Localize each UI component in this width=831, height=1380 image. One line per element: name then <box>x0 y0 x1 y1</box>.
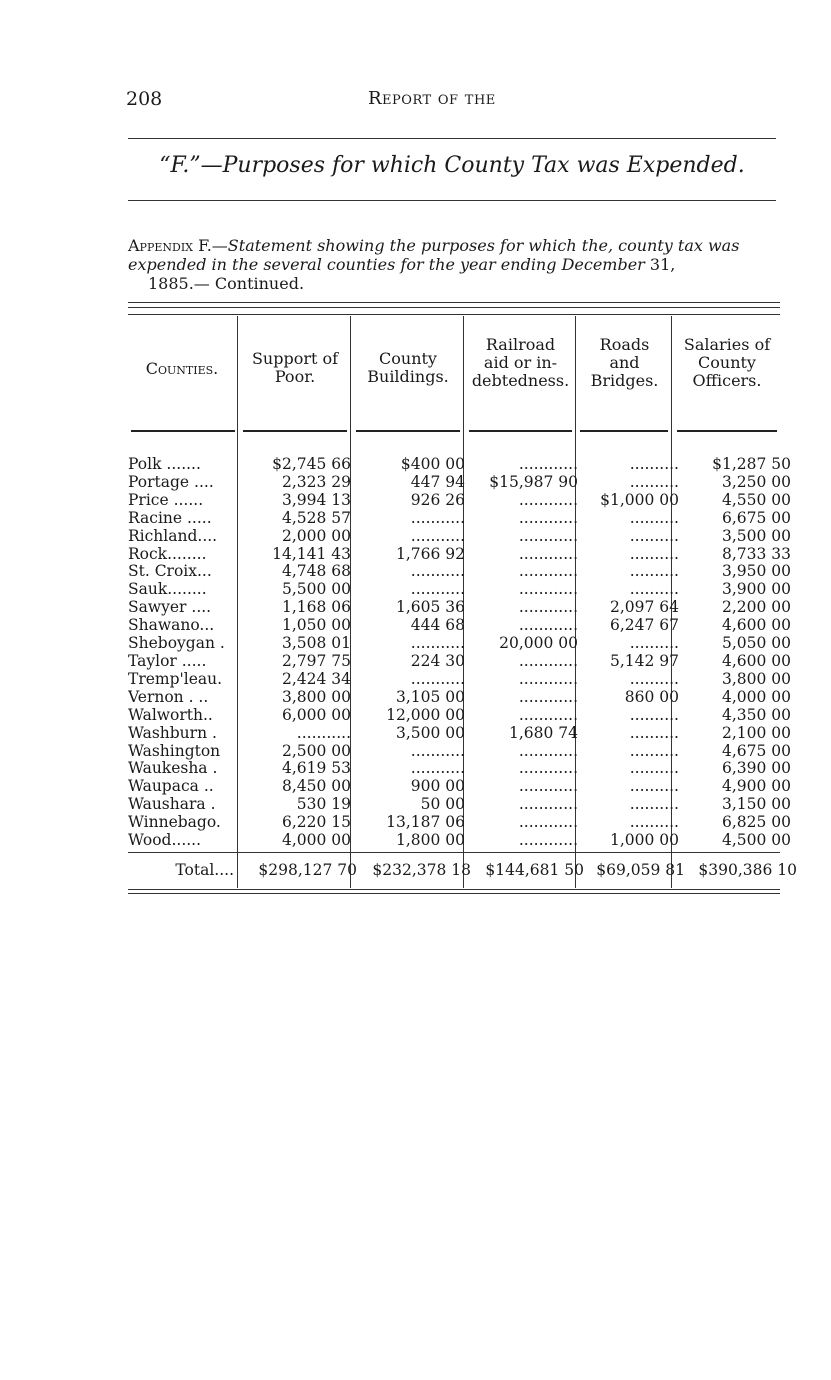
roads-cell: 2,097 64 <box>609 599 679 617</box>
county-tax-table <box>128 456 795 850</box>
header-underline <box>580 430 668 432</box>
buildings-cell: 3,500 00 <box>395 724 465 742</box>
table-rule-top-1 <box>128 302 780 303</box>
county-name-cell: Sheboygan . <box>128 635 225 653</box>
roads-cell: .......... <box>629 706 679 724</box>
poor-cell: 6,220 15 <box>281 814 351 832</box>
county-name-cell: Rock........ <box>128 545 207 563</box>
total-salaries: $390,386 10 <box>698 862 797 879</box>
roads-cell: 5,142 97 <box>609 652 679 670</box>
railroad-cell: ............ <box>518 652 578 670</box>
header-line: Salaries of <box>683 335 771 354</box>
railroad-cell: ............ <box>518 688 578 706</box>
roads-cell: 1,000 00 <box>609 832 679 850</box>
header-line: Poor. <box>274 367 316 386</box>
buildings-cell: 447 94 <box>410 473 465 491</box>
salaries-cell: 3,950 00 <box>721 563 791 581</box>
salaries-cell: $1,287 50 <box>712 456 791 473</box>
total-poor: $298,127 70 <box>258 862 357 879</box>
buildings-cell: ........... <box>410 742 465 760</box>
section-title: “F.”—Purposes for which County Tax was Expended. <box>159 153 745 178</box>
roads-cell: 860 00 <box>624 688 679 706</box>
buildings-cell: $400 00 <box>400 456 465 473</box>
roads-cell: .......... <box>629 724 679 742</box>
table-rule-top-3 <box>128 314 780 315</box>
header-counties <box>128 360 236 378</box>
appendix-continued: 1885.— Continued. <box>148 274 305 293</box>
railroad-cell: ............ <box>518 706 578 724</box>
county-name-cell: Racine ..... <box>128 509 212 527</box>
buildings-cell: 224 30 <box>410 652 465 670</box>
buildings-cell: ........... <box>410 527 465 545</box>
railroad-cell: ............ <box>518 563 578 581</box>
poor-cell: 2,500 00 <box>281 742 351 760</box>
salaries-cell: 6,390 00 <box>721 760 791 778</box>
rule-below-title <box>128 200 776 201</box>
header-line: Bridges. <box>590 371 659 390</box>
salaries-cell: 4,900 00 <box>721 778 791 796</box>
roads-cell: .......... <box>629 760 679 778</box>
roads-cell: .......... <box>629 778 679 796</box>
salaries-cell: 2,200 00 <box>721 599 791 617</box>
salaries-cell: 6,825 00 <box>721 814 791 832</box>
county-name-cell: Price ...... <box>128 491 204 509</box>
buildings-cell: 1,800 00 <box>395 832 465 850</box>
railroad-cell: ............ <box>518 832 578 850</box>
header-line: Railroad <box>485 335 556 354</box>
table-rule-top-2 <box>128 307 780 308</box>
roads-cell: .......... <box>629 581 679 599</box>
poor-cell: 4,748 68 <box>281 563 351 581</box>
railroad-cell: $15,987 90 <box>489 473 578 491</box>
buildings-cell: ........... <box>410 760 465 778</box>
county-name-cell: Winnebago. <box>128 814 221 832</box>
buildings-cell: 1,766 92 <box>395 545 465 563</box>
county-name-cell: Waushara . <box>128 796 216 814</box>
table-row <box>128 635 795 653</box>
county-name-cell: Waukesha . <box>128 760 218 778</box>
table-row <box>128 707 795 725</box>
roads-cell: .......... <box>629 796 679 814</box>
county-name-cell: Tremp'leau. <box>128 670 223 688</box>
table-row <box>128 653 795 671</box>
header-underline <box>131 430 235 432</box>
table-rule-bottom-1 <box>128 889 780 890</box>
railroad-cell: ............ <box>518 581 578 599</box>
buildings-cell: 1,605 36 <box>395 599 465 617</box>
appendix-description: —Statement showing the purposes for which the, county tax was expended in the several counties for the year ending December <box>128 236 740 274</box>
salaries-cell: 3,800 00 <box>721 670 791 688</box>
header-line: County <box>698 353 756 372</box>
county-name-cell: Sawyer .... <box>128 599 212 617</box>
table-row <box>128 510 795 528</box>
buildings-cell: ........... <box>410 581 465 599</box>
total-buildings: $232,378 18 <box>372 862 471 879</box>
buildings-cell: ........... <box>410 563 465 581</box>
poor-cell: 3,508 01 <box>281 635 351 653</box>
buildings-cell: ........... <box>410 509 465 527</box>
railroad-cell: ............ <box>518 491 578 509</box>
railroad-cell: ............ <box>518 509 578 527</box>
poor-cell: 2,424 34 <box>281 670 351 688</box>
poor-cell: 2,323 29 <box>281 473 351 491</box>
salaries-cell: 4,600 00 <box>721 652 791 670</box>
poor-cell: 2,797 75 <box>281 652 351 670</box>
salaries-cell: 3,250 00 <box>721 473 791 491</box>
roads-cell: .......... <box>629 509 679 527</box>
roads-cell: .......... <box>629 635 679 653</box>
table-row <box>128 671 795 689</box>
salaries-cell: 3,150 00 <box>721 796 791 814</box>
poor-cell: 6,000 00 <box>281 706 351 724</box>
roads-cell: .......... <box>629 456 679 473</box>
poor-cell: 530 19 <box>296 796 351 814</box>
table-body <box>128 456 795 850</box>
total-roads: $69,059 81 <box>596 862 685 879</box>
header-county-buildings <box>353 350 463 386</box>
county-name-cell: Polk ....... <box>128 456 201 473</box>
header-roads-and-bridges <box>578 336 671 390</box>
salaries-cell: 3,500 00 <box>721 527 791 545</box>
county-name-cell: Taylor ..... <box>128 652 207 670</box>
county-name-cell: Sauk........ <box>128 581 207 599</box>
header-support-of-poor <box>240 350 350 386</box>
railroad-cell: ............ <box>518 742 578 760</box>
railroad-cell: ............ <box>518 814 578 832</box>
railroad-cell: ............ <box>518 599 578 617</box>
roads-cell: .......... <box>629 742 679 760</box>
header-railroad-aid <box>466 336 575 390</box>
rule-top <box>128 138 776 139</box>
header-line: Support of <box>251 349 339 368</box>
poor-cell: 4,000 00 <box>281 832 351 850</box>
poor-cell: 4,619 53 <box>281 760 351 778</box>
railroad-cell: ............ <box>518 778 578 796</box>
table-row <box>128 581 795 599</box>
table-row <box>128 725 795 743</box>
salaries-cell: 5,050 00 <box>721 635 791 653</box>
header-line: aid or in- <box>483 353 558 372</box>
table-row <box>128 814 795 832</box>
table-row <box>128 546 795 564</box>
salaries-cell: 4,350 00 <box>721 706 791 724</box>
header-line: Buildings. <box>367 367 449 386</box>
buildings-cell: 50 00 <box>420 796 465 814</box>
roads-cell: $1,000 00 <box>600 491 679 509</box>
appendix-caption <box>128 236 784 293</box>
roads-cell: .......... <box>629 473 679 491</box>
poor-cell: 3,994 13 <box>281 491 351 509</box>
total-row <box>128 862 801 880</box>
county-name-cell: Walworth.. <box>128 706 213 724</box>
buildings-cell: 926 26 <box>410 491 465 509</box>
county-name-cell: Richland.... <box>128 527 218 545</box>
header-line: and <box>609 353 640 372</box>
county-name-cell: Portage .... <box>128 473 214 491</box>
railroad-cell: ............ <box>518 527 578 545</box>
railroad-cell: ............ <box>518 545 578 563</box>
railroad-cell: ............ <box>518 796 578 814</box>
header-line: County <box>379 349 437 368</box>
total-table <box>128 862 801 880</box>
header-underline <box>356 430 460 432</box>
buildings-cell: 3,105 00 <box>395 688 465 706</box>
roads-cell: 6,247 67 <box>609 617 679 635</box>
county-name-cell: Washington <box>128 742 221 760</box>
header-line: debtedness. <box>471 371 570 390</box>
table-row <box>128 760 795 778</box>
poor-cell: 3,800 00 <box>281 688 351 706</box>
total-railroad: $144,681 50 <box>485 862 584 879</box>
roads-cell: .......... <box>629 563 679 581</box>
salaries-cell: 4,675 00 <box>721 742 791 760</box>
poor-cell: ........... <box>296 724 351 742</box>
header-underline <box>243 430 347 432</box>
header-line: Roads <box>599 335 650 354</box>
table-row <box>128 796 795 814</box>
page-number: 208 <box>126 88 163 110</box>
railroad-cell: ............ <box>518 456 578 473</box>
table-row <box>128 832 795 850</box>
table-row <box>128 474 795 492</box>
table-row <box>128 492 795 510</box>
poor-cell: 1,050 00 <box>281 617 351 635</box>
header-underline <box>677 430 777 432</box>
county-name-cell: Shawano... <box>128 617 215 635</box>
poor-cell: 1,168 06 <box>281 599 351 617</box>
poor-cell: 8,450 00 <box>281 778 351 796</box>
salaries-cell: 4,600 00 <box>721 617 791 635</box>
table-rule-before-total <box>128 852 780 853</box>
buildings-cell: 900 00 <box>410 778 465 796</box>
buildings-cell: ........... <box>410 670 465 688</box>
buildings-cell: ........... <box>410 635 465 653</box>
county-name-cell: Wood...... <box>128 832 202 850</box>
roads-cell: .......... <box>629 545 679 563</box>
railroad-cell: ............ <box>518 670 578 688</box>
county-name-cell: Waupaca .. <box>128 778 214 796</box>
table-rule-bottom-2 <box>128 893 780 894</box>
roads-cell: .......... <box>629 670 679 688</box>
salaries-cell: 2,100 00 <box>721 724 791 742</box>
poor-cell: $2,745 66 <box>272 456 351 473</box>
salaries-cell: 8,733 33 <box>721 545 791 563</box>
railroad-cell: ............ <box>518 617 578 635</box>
table-row <box>128 456 795 474</box>
table-row <box>128 617 795 635</box>
salaries-cell: 3,900 00 <box>721 581 791 599</box>
table-row <box>128 689 795 707</box>
salaries-cell: 4,550 00 <box>721 491 791 509</box>
poor-cell: 14,141 43 <box>272 545 351 563</box>
table-row <box>128 778 795 796</box>
appendix-day: 31, <box>649 255 676 274</box>
county-name-cell: Vernon . .. <box>128 688 209 706</box>
salaries-cell: 6,675 00 <box>721 509 791 527</box>
salaries-cell: 4,000 00 <box>721 688 791 706</box>
roads-cell: .......... <box>629 814 679 832</box>
roads-cell: .......... <box>629 527 679 545</box>
railroad-cell: 1,680 74 <box>508 724 578 742</box>
table-row <box>128 528 795 546</box>
table-row <box>128 563 795 581</box>
running-head: Report of the <box>368 88 496 109</box>
total-label: Total.... <box>175 862 234 879</box>
header-counties-label: Counties. <box>145 359 219 378</box>
buildings-cell: 444 68 <box>410 617 465 635</box>
table-row <box>128 599 795 617</box>
appendix-lead: Appendix F. <box>128 236 212 255</box>
railroad-cell: ............ <box>518 760 578 778</box>
poor-cell: 4,528 57 <box>281 509 351 527</box>
railroad-cell: 20,000 00 <box>499 635 578 653</box>
poor-cell: 2,000 00 <box>281 527 351 545</box>
buildings-cell: 12,000 00 <box>386 706 465 724</box>
header-underline <box>469 430 572 432</box>
table-row <box>128 743 795 761</box>
county-name-cell: St. Croix... <box>128 563 212 581</box>
header-salaries-county-officers <box>674 336 780 390</box>
salaries-cell: 4,500 00 <box>721 832 791 850</box>
poor-cell: 5,500 00 <box>281 581 351 599</box>
county-name-cell: Washburn . <box>128 724 217 742</box>
buildings-cell: 13,187 06 <box>386 814 465 832</box>
header-line: Officers. <box>692 371 762 390</box>
